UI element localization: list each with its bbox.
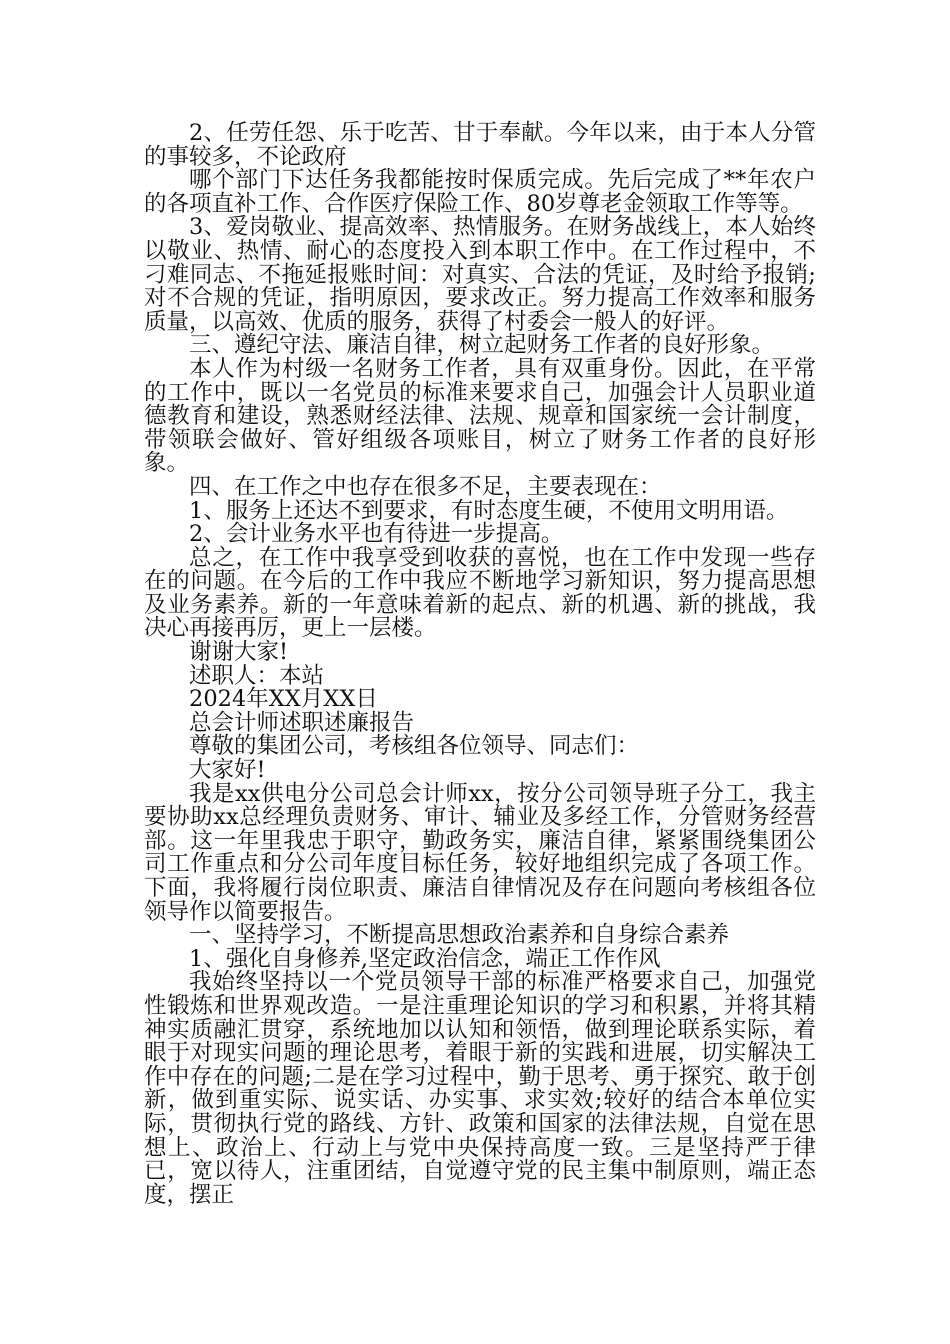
section-heading: 一、坚持学习，不断提高思想政治素养和自身综合素养 (189, 922, 730, 949)
paragraph: 哪个部门下达任务我都能按时保质完成。先后完成了**年农户的各项直补工作、合作医疗保险工作、80岁尊老金领取工作等等。 (144, 167, 816, 217)
subsection-heading: 1、强化自身修养,坚定政治信念，端正工作作风 (189, 945, 661, 972)
paragraph: 2、任劳任怨、乐于吃苦、甘于奉献。今年以来，由于本人分管的事较多，不论政府 (144, 120, 816, 170)
greeting: 大家好! (189, 757, 266, 784)
paragraph: 本人作为村级一名财务工作者，具有双重身份。因此，在平常的工作中，既以一名党员的标准来要求自己，加强会计人员职业道德教育和建设，熟悉财经法律、法规、规章和国家统一会计制度，带领联会做好、管好组级各项账目，树立了财务工作者的良好形象。 (144, 355, 816, 477)
paragraph: 总之，在工作中我享受到收获的喜悦，也在工作中发现一些存在的问题。在今后的工作中我应不断地学习新知识，努力提高思想及业务素养。新的一年意味着新的起点、新的机遇、新的挑战，我决心再接再厉，更上一层楼。 (144, 544, 816, 642)
section-heading: 三、遵纪守法、廉洁自律，树立起财务工作者的良好形象。 (189, 332, 775, 359)
signature: 述职人：本站 (189, 662, 325, 689)
document-body (144, 122, 816, 1207)
report-title: 总会计师述职述廉报告 (189, 709, 415, 736)
paragraph: 我是xx供电分公司总会计师xx，按分公司领导班子分工，我主要协助xx总经理负责财务、审计、辅业及多经工作，分管财务经营部。这一年里我忠于职守，勤政务实，廉洁自律，紧紧围绕集团公司工作重点和分公司年度目标任务，较好地组织完成了各项工作。下面，我将履行岗位职责、廉洁自律情况及存在问题向考核组各位领导作以简要报告。 (144, 780, 816, 925)
salutation: 尊敬的集团公司，考核组各位领导、同志们： (189, 733, 640, 760)
section-heading: 四、在工作之中也存在很多不足，主要表现在： (189, 473, 662, 500)
paragraph: 3、爱岗敬业、提高效率、热情服务。在财务战线上，本人始终以敬业、热情、耐心的态度投入到本职工作中。在工作过程中，不刁难同志、不拖延报账时间：对真实、合法的凭证，及时给予报销;对不合规的凭证，指明原因，要求改正。努力提高工作效率和服务质量，以高效、优质的服务，获得了村委会一般人的好评。 (144, 214, 816, 335)
list-item: 1、服务上还达不到要求，有时态度生硬，不使用文明用语。 (189, 497, 789, 524)
list-item: 2、会计业务水平也有待进一步提高。 (189, 521, 564, 548)
paragraph: 我始终坚持以一个党员领导干部的标准严格要求自己，加强党性锻炼和世界观改造。一是注重理论知识的学习和积累，并将其精神实质融汇贯穿，系统地加以认知和领悟，做到理论联系实际，着眼于对现实问题的理论思考，着眼于新的实践和进展，切实解决工作中存在的问题;二是在学习过程中，勤于思考、勇于探究、敢于创新，做到重实际、说实话、办实事、求实效;较好的结合本单位实际，贯彻执行党的路线、方针、政策和国家的法律法规，自觉在思想上、政治上、行动上与党中央保持高度一致。三是坚持严于律已，宽以待人，注重团结，自觉遵守党的民主集中制原则，端正态度，摆正 (144, 969, 816, 1208)
closing-thanks: 谢谢大家! (189, 639, 289, 666)
date: 2024年XX月XX日 (189, 686, 378, 713)
